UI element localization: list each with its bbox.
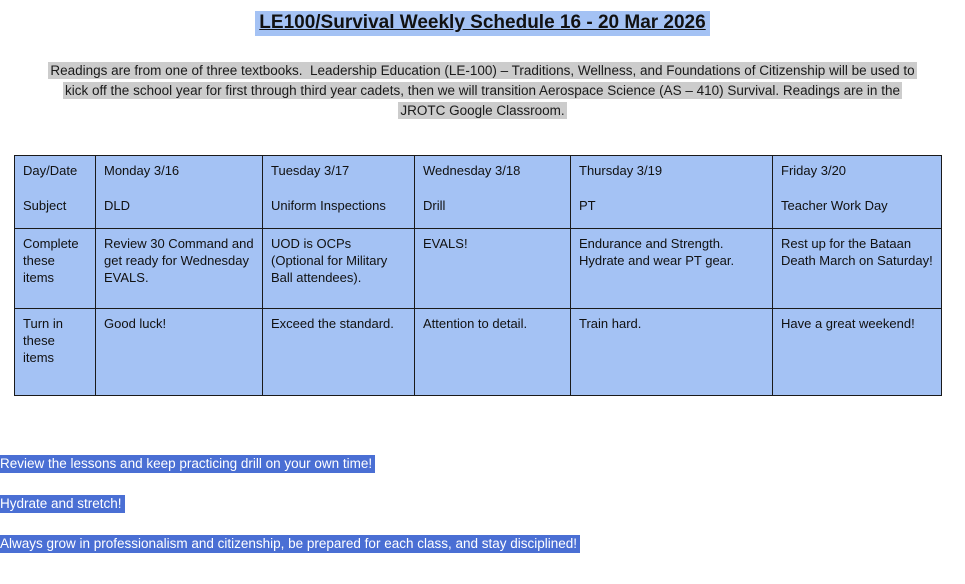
header-cell-friday: Friday 3/20 Teacher Work Day xyxy=(773,156,942,229)
page-title xyxy=(0,11,965,36)
intro-line: kick off the school year for first through third year cadets, then we will transition Aerospace Science (AS – 410) Survival. Readings are in the xyxy=(65,83,900,98)
table-cell: Endurance and Strength. Hydrate and wear PT gear. xyxy=(571,229,773,309)
table-cell: Exceed the standard. xyxy=(263,309,415,396)
header-cell-wednesday: Wednesday 3/18 Drill xyxy=(415,156,571,229)
table-row-turn-in-items xyxy=(15,309,942,396)
table-cell: Rest up for the Bataan Death March on Saturday! xyxy=(773,229,942,309)
table-header-row xyxy=(15,156,942,229)
row-label-cell: Turn in these items xyxy=(15,309,96,396)
table-cell: Train hard. xyxy=(571,309,773,396)
schedule-table xyxy=(14,155,942,396)
row-label-cell: Complete these items xyxy=(15,229,96,309)
intro-line: JROTC Google Classroom. xyxy=(400,103,565,118)
header-cell-monday: Monday 3/16 DLD xyxy=(96,156,263,229)
footer-note-hydrate: Hydrate and stretch! xyxy=(0,496,125,511)
table-cell: Attention to detail. xyxy=(415,309,571,396)
table-row-complete-items xyxy=(15,229,942,309)
intro-paragraph xyxy=(0,61,965,121)
table-cell: Have a great weekend! xyxy=(773,309,942,396)
table-cell: Review 30 Command and get ready for Wednesday EVALS. xyxy=(96,229,263,309)
header-cell-daydate-subject: Day/Date Subject xyxy=(15,156,96,229)
page-title-text: LE100/Survival Weekly Schedule 16 - 20 Mar 2026 xyxy=(255,11,709,36)
table-cell: UOD is OCPs (Optional for Military Ball attendees). xyxy=(263,229,415,309)
table-cell: EVALS! xyxy=(415,229,571,309)
header-cell-tuesday: Tuesday 3/17 Uniform Inspections xyxy=(263,156,415,229)
table-cell: Good luck! xyxy=(96,309,263,396)
intro-line: Readings are from one of three textbooks. Leadership Education (LE-100) – Traditions, Wellness, and Foundations of Citizenship will be used to xyxy=(50,63,915,78)
header-cell-thursday: Thursday 3/19 PT xyxy=(571,156,773,229)
footer-note-professionalism: Always grow in professionalism and citizenship, be prepared for each class, and stay disciplined! xyxy=(0,536,580,551)
footer-note-drill: Review the lessons and keep practicing drill on your own time! xyxy=(0,456,375,471)
